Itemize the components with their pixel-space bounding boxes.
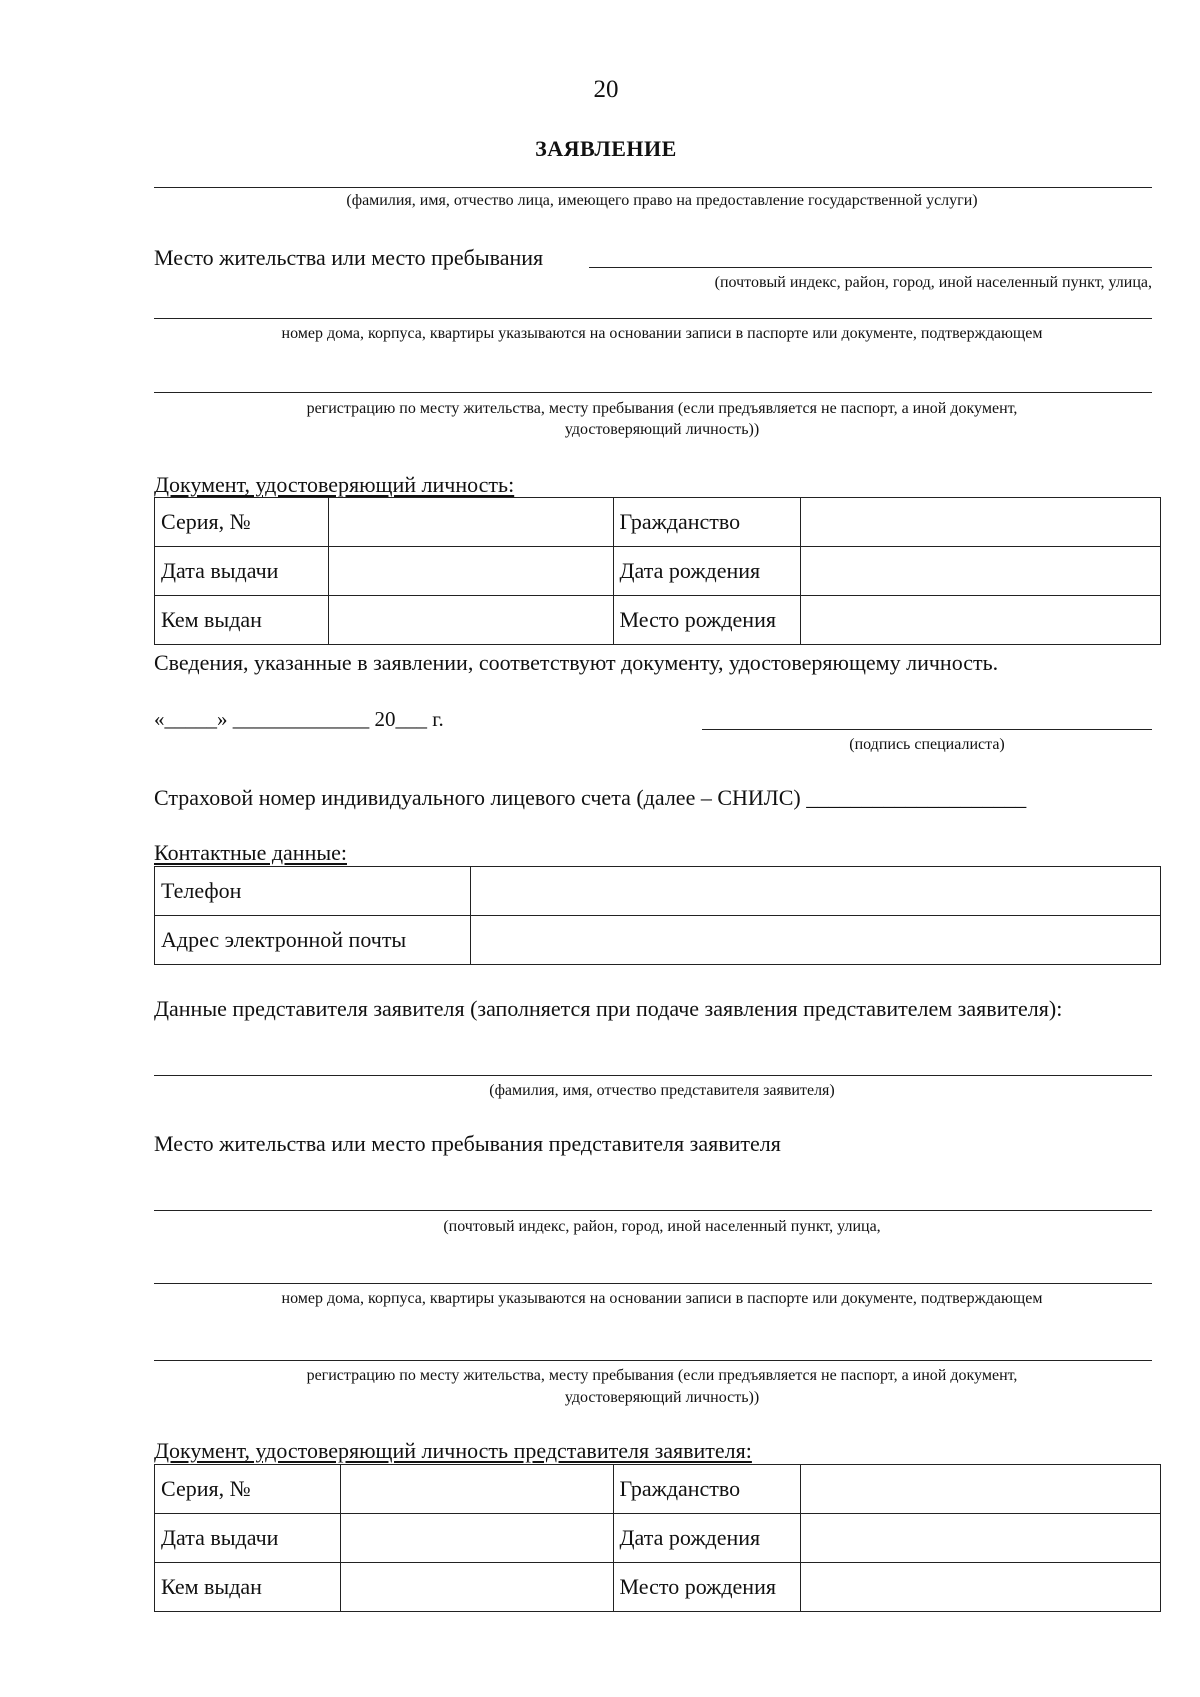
table-row [155, 916, 1161, 965]
representative-id-table [154, 1464, 1161, 1612]
rep-issue-date-label: Дата выдачи [155, 1514, 341, 1563]
email-label: Адрес электронной почты [155, 916, 471, 965]
rep-birth-place-label: Место рождения [613, 1563, 801, 1612]
table-row [155, 498, 1161, 547]
table-row [155, 1465, 1161, 1514]
applicant-residence-caption-3: регистрацию по месту жительства, месту пребывания (если предъявляется не паспорт, а иной документ, [306, 400, 1018, 417]
rep-issued-by-label: Кем выдан [155, 1563, 341, 1612]
applicant-id-table [154, 497, 1161, 645]
rep-id-series-label: Серия, № [155, 1465, 341, 1514]
issue-date-label: Дата выдачи [155, 547, 329, 596]
rep-id-series-field[interactable] [340, 1465, 613, 1514]
issued-by-field[interactable] [328, 596, 613, 645]
applicant-id-heading: Документ, удостоверяющий личность: [154, 472, 515, 497]
applicant-fio-caption: (фамилия, имя, отчество лица, имеющего право на предоставление государственной услуги) [346, 192, 978, 209]
rep-citizenship-label: Гражданство [613, 1465, 801, 1514]
birth-place-label: Место рождения [613, 596, 801, 645]
representative-residence-caption-2: номер дома, корпуса, квартиры указываются на основании записи в паспорте или документе, подтверждающем [281, 1290, 1043, 1307]
representative-id-heading: Документ, удостоверяющий личность представителя заявителя: [154, 1438, 752, 1463]
rep-citizenship-field[interactable] [801, 1465, 1161, 1514]
birth-place-field[interactable] [801, 596, 1161, 645]
table-row [155, 867, 1161, 916]
applicant-residence-caption-1: (почтовый индекс, район, город, иной населенный пункт, улица, [714, 274, 1152, 291]
representative-fio-line[interactable] [154, 1075, 1152, 1076]
table-row [155, 1514, 1161, 1563]
signature-caption: (подпись специалиста) [849, 736, 1005, 753]
id-series-field[interactable] [328, 498, 613, 547]
birth-date-label: Дата рождения [613, 547, 801, 596]
issue-date-field[interactable] [328, 547, 613, 596]
citizenship-field[interactable] [801, 498, 1161, 547]
rep-issued-by-field[interactable] [340, 1563, 613, 1612]
id-series-label: Серия, № [155, 498, 329, 547]
specialist-signature-line[interactable] [702, 729, 1152, 730]
representative-residence-line-1[interactable] [154, 1210, 1152, 1211]
contacts-heading: Контактные данные: [154, 840, 347, 865]
applicant-fio-line[interactable] [154, 187, 1152, 188]
applicant-residence-caption-4: удостоверяющий личность)) [564, 421, 760, 438]
confirmation-text: Сведения, указанные в заявлении, соответствуют документу, удостоверяющему личность. [154, 650, 999, 675]
applicant-residence-line-1[interactable] [589, 267, 1152, 268]
table-row [155, 1563, 1161, 1612]
representative-residence-line-2[interactable] [154, 1283, 1152, 1284]
date-line[interactable]: «_____» _____________ 20___ г. [154, 707, 444, 731]
page-number: 20 [593, 76, 619, 103]
rep-birth-date-field[interactable] [801, 1514, 1161, 1563]
phone-label: Телефон [155, 867, 471, 916]
table-row [155, 596, 1161, 645]
applicant-residence-label: Место жительства или место пребывания [154, 245, 544, 270]
representative-fio-caption: (фамилия, имя, отчество представителя заявителя) [489, 1082, 835, 1099]
birth-date-field[interactable] [801, 547, 1161, 596]
representative-residence-label: Место жительства или место пребывания представителя заявителя [154, 1131, 781, 1156]
rep-birth-place-field[interactable] [801, 1563, 1161, 1612]
representative-residence-line-3[interactable] [154, 1360, 1152, 1361]
rep-issue-date-field[interactable] [340, 1514, 613, 1563]
applicant-residence-line-3[interactable] [154, 392, 1152, 393]
snils-label[interactable]: Страховой номер индивидуального лицевого счета (далее – СНИЛС) ____________________ [154, 785, 1027, 810]
contacts-table [154, 866, 1161, 965]
representative-residence-caption-3: регистрацию по месту жительства, месту пребывания (если предъявляется не паспорт, а иной документ, [306, 1367, 1018, 1384]
document-title: ЗАЯВЛЕНИЕ [535, 136, 677, 161]
phone-field[interactable] [470, 867, 1160, 916]
table-row [155, 547, 1161, 596]
representative-residence-caption-1: (почтовый индекс, район, город, иной населенный пункт, улица, [443, 1218, 881, 1235]
applicant-residence-caption-2: номер дома, корпуса, квартиры указываются на основании записи в паспорте или документе, подтверждающем [281, 325, 1043, 342]
citizenship-label: Гражданство [613, 498, 801, 547]
representative-heading: Данные представителя заявителя (заполняется при подаче заявления представителем заявителя): [154, 996, 1063, 1021]
issued-by-label: Кем выдан [155, 596, 329, 645]
applicant-residence-line-2[interactable] [154, 318, 1152, 319]
representative-residence-caption-4: удостоверяющий личность)) [564, 1389, 760, 1406]
rep-birth-date-label: Дата рождения [613, 1514, 801, 1563]
email-field[interactable] [470, 916, 1160, 965]
